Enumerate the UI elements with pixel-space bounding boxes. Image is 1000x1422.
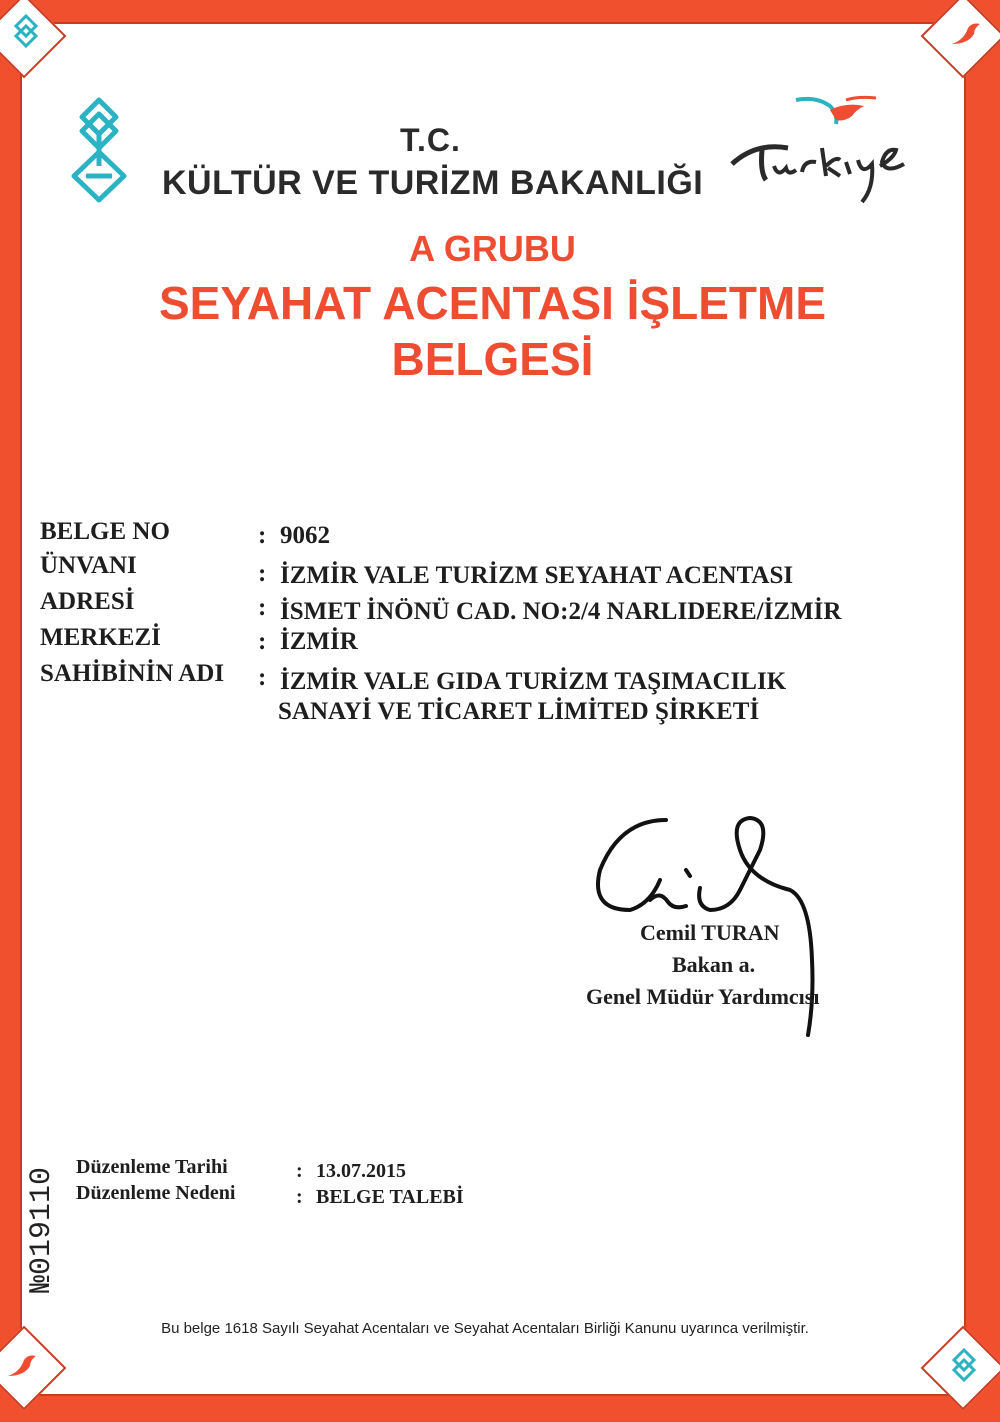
serial-number: №019110 xyxy=(25,1166,59,1293)
field-value-address: İSMET İNÖNÜ CAD. NO:2/4 NARLIDERE/İZMİR xyxy=(280,598,842,625)
field-value-owner: İZMİR VALE GIDA TURİZM TAŞIMACILIK xyxy=(280,668,787,695)
state-abbreviation: T.C. xyxy=(400,122,461,158)
field-colon: : xyxy=(258,664,267,691)
field-label-title: ÜNVANI xyxy=(40,552,137,579)
signatory-role: Bakan a. xyxy=(672,952,756,977)
field-label-center: MERKEZİ xyxy=(40,624,161,651)
turkiye-brand-logo xyxy=(726,92,926,212)
field-value-center: İZMİR xyxy=(280,628,358,655)
field-value-title: İZMİR VALE TURİZM SEYAHAT ACENTASI xyxy=(280,562,794,589)
issue-date-label: Düzenleme Tarihi xyxy=(76,1156,228,1178)
certificate-title: SEYAHAT ACENTASI İŞLETME xyxy=(158,277,827,329)
legal-footer-note: Bu belge 1618 Sayılı Seyahat Acentaları ve Seyahat Acentaları Birliği Kanunu uyarınca verilmiştir. xyxy=(161,1320,809,1337)
issue-reason-label: Düzenleme Nedeni xyxy=(76,1182,236,1204)
field-colon: : xyxy=(258,594,267,621)
tulip-icon xyxy=(4,1346,44,1386)
ministry-name: KÜLTÜR VE TURİZM BAKANLIĞI xyxy=(162,164,704,202)
tulip-icon xyxy=(946,14,986,54)
issue-reason-value: BELGE TALEBİ xyxy=(316,1186,464,1208)
signatory-name: Cemil TURAN xyxy=(640,920,780,945)
certificate-title-line2: BELGESİ xyxy=(391,333,594,385)
knot-emblem-icon xyxy=(944,1346,984,1386)
signatory-title: Genel Müdür Yardımcısı xyxy=(586,984,820,1009)
field-colon: : xyxy=(258,628,267,655)
knot-emblem-icon xyxy=(6,12,46,52)
field-value-document-no: 9062 xyxy=(280,522,330,549)
field-value-owner-line2: SANAYİ VE TİCARET LİMİTED ŞİRKETİ xyxy=(278,698,760,725)
issue-date-colon: : xyxy=(296,1160,303,1182)
ministry-emblem-icon xyxy=(64,96,134,204)
issue-reason-colon: : xyxy=(296,1186,303,1208)
field-colon: : xyxy=(258,560,267,587)
field-label-owner: SAHİBİNİN ADI xyxy=(40,660,225,687)
certificate-group: A GRUBU xyxy=(409,228,576,269)
issue-date-value: 13.07.2015 xyxy=(316,1160,406,1182)
field-label-document-no: BELGE NO xyxy=(40,518,170,545)
field-label-address: ADRESİ xyxy=(40,588,135,615)
field-colon: : xyxy=(258,522,267,549)
